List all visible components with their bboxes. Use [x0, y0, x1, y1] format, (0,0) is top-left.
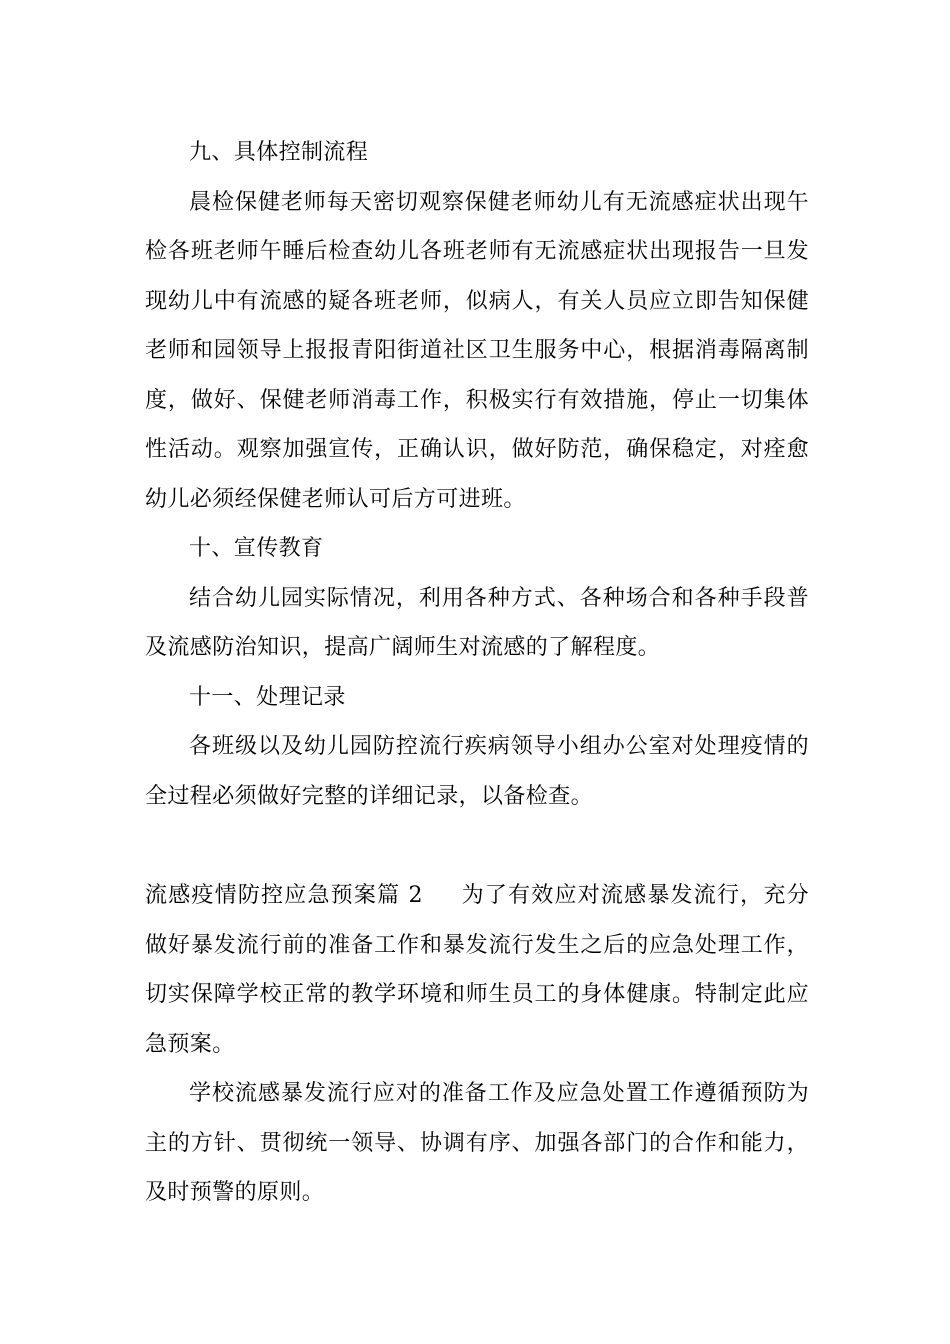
plan2-intro: 为了有效应对流感暴发流行，充分做好暴发流行前的准备工作和暴发流行发生之后的应急处理工作，切实保障学校正常的教学环境和师生员工的身体健康。特制定此应急预案。 [145, 883, 809, 1057]
plan2-title: 流感疫情防控应急预案篇 2 [145, 883, 423, 908]
section-heading-10: 十、宣传教育 [189, 536, 324, 561]
section-heading-11: 十一、处理记录 [189, 684, 346, 710]
section-body-9: 晨检保健老师每天密切观察保健老师幼儿有无流感症状出现午检各班老师午睡后检查幼儿各班老师有无流感症状出现报告一旦发现幼儿中有流感的疑各班老师，似病人，有关人员应立即告知保健老师和园领导上报报青阳街道社区卫生服务中心，根据消毒隔离制度，做好、保健老师消毒工作，积极实行有效措施，停止一切集体性活动。观察加强宣传，正确认识，做好防范，确保稳定，对痊愈幼儿必须经保健老师认可后方可进班。 [145, 189, 809, 512]
section-gap [145, 821, 809, 871]
section-body-11: 各班级以及幼儿园防控流行疾病领导小组办公室对处理疫情的全过程必须做好完整的详细记录，以备检查。 [145, 734, 809, 809]
plan2-intro-paragraph [145, 871, 809, 1069]
document-page [145, 128, 809, 1218]
section-heading-9: 九、具体控制流程 [189, 140, 369, 165]
plan2-principle: 学校流感暴发流行应对的准备工作及应急处置工作遵循预防为主的方针、贯彻统一领导、协调有序、加强各部门的合作和能力，及时预警的原则。 [145, 1081, 809, 1205]
section-body-10: 结合幼儿园实际情况，利用各种方式、各种场合和各种手段普及流感防治知识，提高广阔师生对流感的了解程度。 [145, 585, 809, 660]
